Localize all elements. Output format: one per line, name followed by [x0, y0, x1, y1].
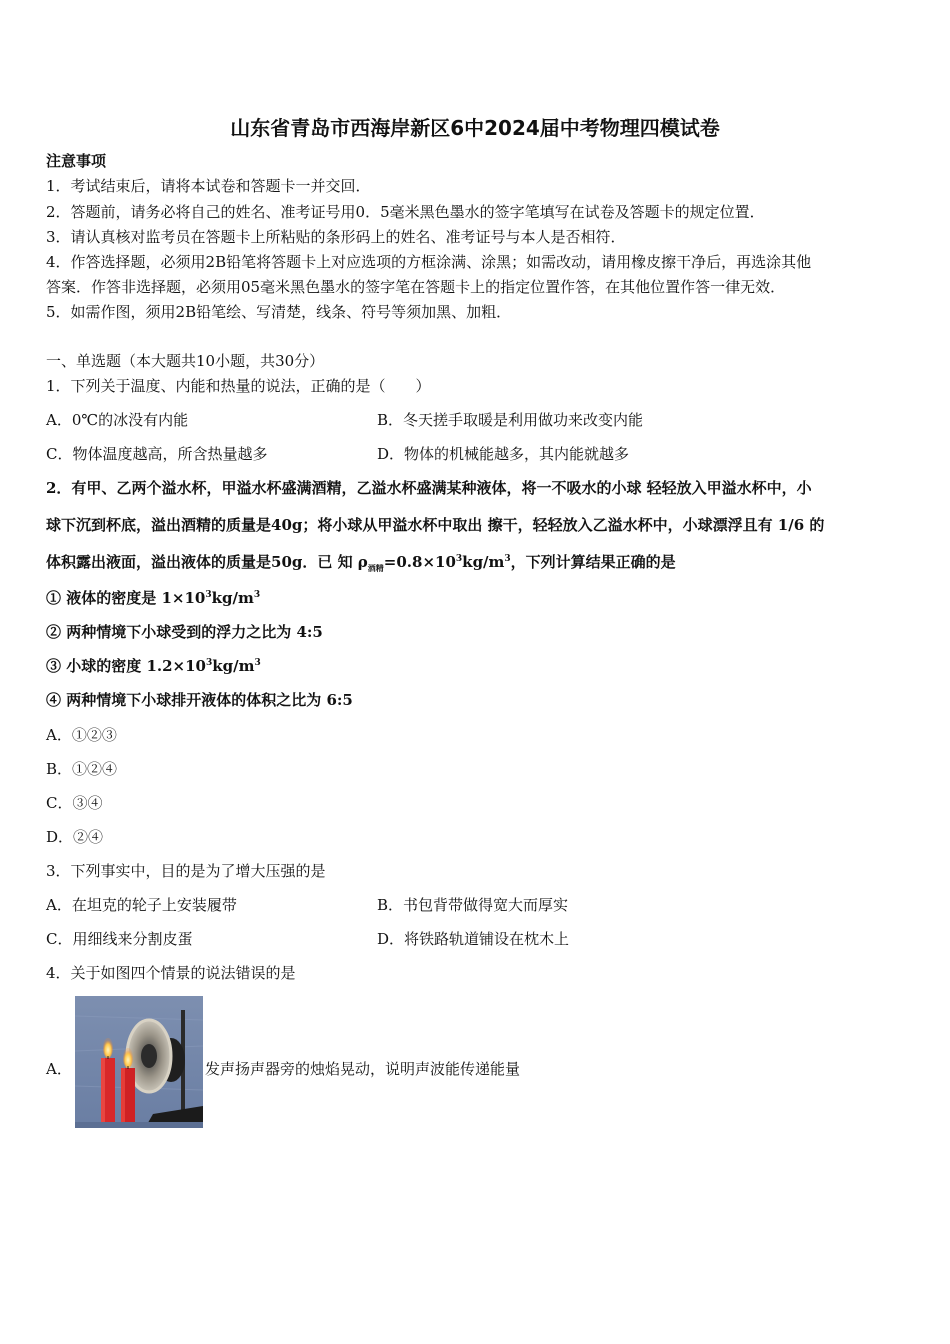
notice-item: 5．如需作图，须用2B铅笔绘、写清楚，线条、符号等须加黑、加粗． [46, 303, 512, 321]
notice-item: 1．考试结束后，请将本试卷和答题卡一并交回． [46, 177, 371, 195]
q2-statement-4: ④ 两种情境下小球排开液体的体积之比为 6:5 [46, 691, 353, 709]
q3-option-a: A．在坦克的轮子上安装履带 [46, 896, 237, 914]
question-1-stem: 1．下列关于温度、内能和热量的说法，正确的是（ ） [46, 377, 431, 395]
notice-item: 4．作答选择题，必须用2B铅笔将答题卡上对应选项的方框涂满、涂黑；如需改动，请用橡皮擦干净后，再选涂其他 [46, 253, 812, 271]
q2-option-b: B．①②④ [46, 760, 118, 778]
q2-option-d: D．②④ [46, 828, 104, 846]
page-title: 山东省青岛市西海岸新区6中2024届中考物理四模试卷 [230, 116, 720, 140]
q1-option-a: A．0℃的冰没有内能 [46, 411, 189, 429]
q2-statement-3: ③ 小球的密度 $1.2\times 10^3kg/m^3$ [46, 657, 261, 675]
notice-heading: 注意事项 [46, 152, 107, 170]
speaker-candle-photo [75, 996, 203, 1128]
q2-option-a: A．①②③ [46, 726, 117, 744]
q4-option-a-label: A． [46, 1060, 72, 1078]
question-4-stem: 4．关于如图四个情景的说法错误的是 [46, 964, 296, 982]
question-2-line: 2．有甲、乙两个溢水杯，甲溢水杯盛满酒精，乙溢水杯盛满某种液体，将一不吸水的小球 轻轻放入甲溢水杯中，小 [46, 479, 812, 497]
notice-item: 答案．作答非选择题，必须用05毫米黑色墨水的签字笔在答题卡上的指定位置作答，在其他位置作答一律无效． [46, 278, 786, 296]
q3-option-c: C．用细线来分割皮蛋 [46, 930, 193, 948]
q2-statement-1: ① 液体的密度是 $1\times 10^3kg/m^3$ [46, 589, 261, 607]
q1-option-d: D．物体的机械能越多，其内能就越多 [377, 445, 630, 463]
q1-option-c: C．物体温度越高，所含热量越多 [46, 445, 268, 463]
question-2-line: 球下沉到杯底，溢出酒精的质量是40g；将小球从甲溢水杯中取出 擦干，轻轻放入乙溢水杯中，小球漂浮且有 1/6 的 [46, 516, 825, 534]
q2-statement-2: ② 两种情境下小球受到的浮力之比为 4:5 [46, 623, 323, 641]
q3-option-b: B．书包背带做得宽大而厚实 [377, 896, 569, 914]
section-heading: 一、单选题（本大题共10小题，共30分） [46, 352, 325, 370]
question-3-stem: 3．下列事实中，目的是为了增大压强的是 [46, 862, 326, 880]
notice-item: 2．答题前，请务必将自己的姓名、准考证号用0．5毫米黑色墨水的签字笔填写在试卷及答题卡的规定位置． [46, 203, 765, 221]
q1-option-b: B．冬天搓手取暖是利用做功来改变内能 [377, 411, 644, 429]
notice-item: 3．请认真核对监考员在答题卡上所粘贴的条形码上的姓名、准考证号与本人是否相符． [46, 228, 626, 246]
question-2-line: 体积露出液面，溢出液体的质量是50g．已 知 $\rho_{酒精}=0.8\times 10^3kg/m^3$，下列计算结果正确的是 [46, 553, 676, 573]
q2-option-c: C．③④ [46, 794, 103, 812]
q3-option-d: D．将铁路轨道铺设在枕木上 [377, 930, 570, 948]
q4-option-a-text: 发声扬声器旁的烛焰晃动，说明声波能传递能量 [205, 1060, 521, 1078]
